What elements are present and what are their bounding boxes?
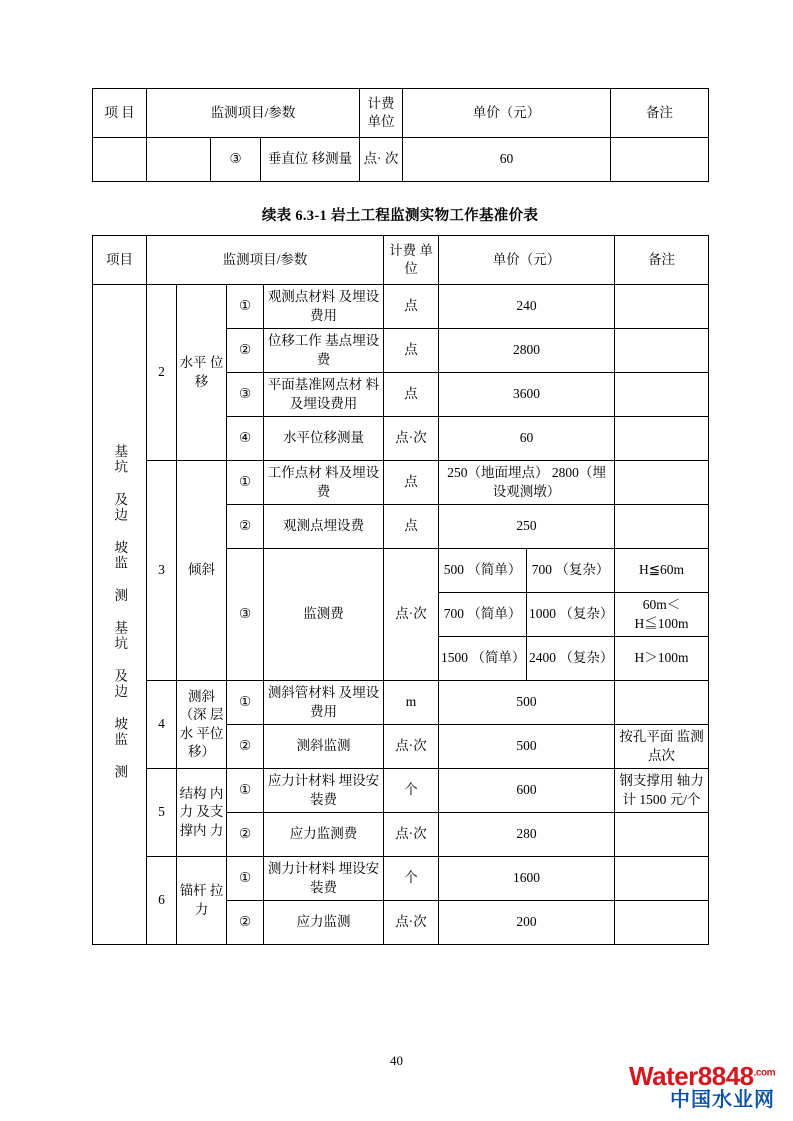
page-number: 40 — [390, 1053, 403, 1068]
table-row — [93, 461, 709, 505]
cell-unit: 点·次 — [384, 725, 439, 769]
header-cell-project: 项 目 — [93, 89, 147, 138]
cell-price: 3600 — [439, 373, 615, 417]
cell-item-name: 应力监测费 — [264, 813, 384, 857]
cell-index: ③ — [211, 138, 261, 182]
cell-item-name: 观测点材料 及埋设费用 — [264, 285, 384, 329]
cell-item-name: 平面基准网点材 料及埋设费用 — [264, 373, 384, 417]
cell-remark — [615, 461, 709, 505]
cell-price: 2800 — [439, 329, 615, 373]
cell-price: 250 — [439, 505, 615, 549]
cell-group-no: 3 — [147, 461, 177, 681]
cell-unit: 点 — [384, 329, 439, 373]
cell-price: 60 — [403, 138, 611, 182]
cell-unit: 点 — [384, 505, 439, 549]
header-cell-unit: 计费 单位 — [360, 89, 403, 138]
watermark-subtitle: 中国水业网 — [670, 1089, 775, 1111]
cell-remark — [615, 857, 709, 901]
cell-item-name: 观测点埋设费 — [264, 505, 384, 549]
watermark-brand: $Water8848^{.com}$ — [629, 1060, 775, 1091]
cell-remark: 钢支撑用 轴力计 1500 元/个 — [615, 769, 709, 813]
header-cell-remark: 备注 — [615, 236, 709, 285]
cell-remark — [611, 138, 709, 182]
header-cell-project: 项目 — [93, 236, 147, 285]
cell-price: 200 — [439, 901, 615, 945]
cell-remark — [615, 373, 709, 417]
cell-price: 600 — [439, 769, 615, 813]
table-row — [93, 681, 709, 725]
cell-unit: 点·次 — [384, 549, 439, 681]
table-top-header-row — [93, 89, 709, 138]
cell-price-simple: 700 （简单） — [439, 593, 527, 637]
cell-index: ② — [227, 813, 264, 857]
cell-item-name: 测力计材料 埋设安装费 — [264, 857, 384, 901]
header-cell-item: 监测项目/参数 — [147, 89, 360, 138]
cell-item-name: 测斜监测 — [264, 725, 384, 769]
cell-remark — [615, 417, 709, 461]
cell-item-name: 应力监测 — [264, 901, 384, 945]
cell-condition: H＞100m — [615, 637, 709, 681]
cell-price-complex: 700 （复杂） — [527, 549, 615, 593]
cell-remark — [615, 505, 709, 549]
cell-price: 500 — [439, 725, 615, 769]
cell-price-simple: 1500 （简单） — [439, 637, 527, 681]
cell-group-no: 6 — [147, 857, 177, 945]
cell-price: 240 — [439, 285, 615, 329]
cell-price-simple: 500 （简单） — [439, 549, 527, 593]
cell-group-no — [147, 138, 211, 182]
cell-unit: 点·次 — [384, 417, 439, 461]
cell-unit: m — [384, 681, 439, 725]
cell-group-name: 结构 内力 及支 撑内 力 — [177, 769, 227, 857]
table-top — [92, 88, 709, 182]
header-cell-remark: 备注 — [611, 89, 709, 138]
cell-remark — [615, 285, 709, 329]
cell-item-name: 工作点材 料及埋设费 — [264, 461, 384, 505]
cell-index: ③ — [227, 373, 264, 417]
cell-unit: 点· 次 — [360, 138, 403, 182]
cell-condition: 60m＜ H≦100m — [615, 593, 709, 637]
cell-group-no: 2 — [147, 285, 177, 461]
cell-index: ① — [227, 681, 264, 725]
cell-unit: 点·次 — [384, 813, 439, 857]
header-cell-price: 单价（元） — [439, 236, 615, 285]
cell-remark — [615, 901, 709, 945]
cell-unit: 点·次 — [384, 901, 439, 945]
cell-item-name: 测斜管材料 及埋设费用 — [264, 681, 384, 725]
table-row — [93, 769, 709, 813]
cell-remark — [615, 813, 709, 857]
header-cell-price: 单价（元） — [403, 89, 611, 138]
cell-category — [93, 138, 147, 182]
cell-remark — [615, 681, 709, 725]
cell-index: ② — [227, 725, 264, 769]
cell-group-no: 4 — [147, 681, 177, 769]
cell-group-no: 5 — [147, 769, 177, 857]
cell-group-name: 倾斜 — [177, 461, 227, 681]
cell-category: 基坑 及边 坡监 测 基坑 及边 坡监 测 — [93, 285, 147, 945]
cell-index: ② — [227, 901, 264, 945]
table-row — [93, 285, 709, 329]
table-row — [93, 138, 709, 182]
cell-index: ② — [227, 329, 264, 373]
cell-remark: 按孔平面 监测点次 — [615, 725, 709, 769]
cell-index: ③ — [227, 549, 264, 681]
cell-index: ① — [227, 461, 264, 505]
table-caption: 续表 6.3-1 岩土工程监测实物工作基准价表 — [261, 208, 539, 224]
table-main — [92, 235, 709, 945]
cell-index: ② — [227, 505, 264, 549]
cell-group-name: 水平 位移 — [177, 285, 227, 461]
cell-unit: 点 — [384, 461, 439, 505]
header-cell-unit: 计费 单位 — [384, 236, 439, 285]
cell-item-name: 监测费 — [264, 549, 384, 681]
cell-index: ① — [227, 857, 264, 901]
cell-unit: 点 — [384, 285, 439, 329]
cell-price: 250（地面埋点） 2800（埋设观测墩） — [439, 461, 615, 505]
cell-group-name: 测斜 （深 层水 平位 移） — [177, 681, 227, 769]
cell-unit: 个 — [384, 769, 439, 813]
cell-item-name: 水平位移测量 — [264, 417, 384, 461]
cell-index: ④ — [227, 417, 264, 461]
cell-condition: H≦60m — [615, 549, 709, 593]
cell-price-complex: 1000 （复杂） — [527, 593, 615, 637]
cell-price-complex: 2400 （复杂） — [527, 637, 615, 681]
cell-item-name: 垂直位 移测量 — [261, 138, 360, 182]
cell-unit: 点 — [384, 373, 439, 417]
cell-group-name: 锚杆 拉力 — [177, 857, 227, 945]
cell-unit: 个 — [384, 857, 439, 901]
cell-item-name: 位移工作 基点埋设费 — [264, 329, 384, 373]
cell-price: 60 — [439, 417, 615, 461]
table-row — [93, 857, 709, 901]
cell-index: ① — [227, 769, 264, 813]
cell-price: 1600 — [439, 857, 615, 901]
header-cell-item: 监测项目/参数 — [147, 236, 384, 285]
watermark — [629, 1060, 775, 1111]
cell-item-name: 应力计材料 埋设安装费 — [264, 769, 384, 813]
table-main-header-row — [93, 236, 709, 285]
cell-index: ① — [227, 285, 264, 329]
cell-price: 500 — [439, 681, 615, 725]
cell-price: 280 — [439, 813, 615, 857]
cell-remark — [615, 329, 709, 373]
